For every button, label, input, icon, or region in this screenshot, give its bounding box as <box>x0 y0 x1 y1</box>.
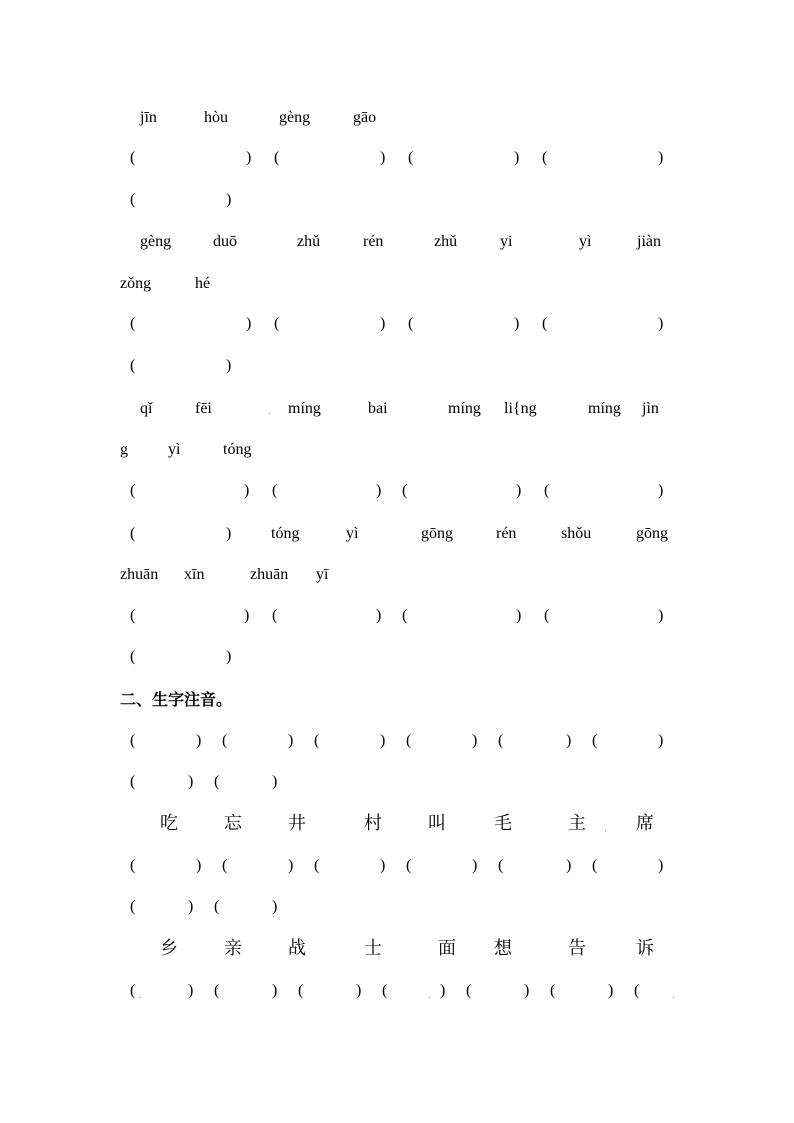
paren-close: ) <box>288 732 294 749</box>
pinyin-qi: qǐ <box>140 400 153 417</box>
paren-open: ( <box>408 315 414 332</box>
paren-open: ( <box>550 982 556 999</box>
paren-open: ( <box>130 648 136 665</box>
paren-close: ) <box>246 149 252 166</box>
paren-open: ( <box>406 732 412 749</box>
paren-open: ( <box>214 773 220 790</box>
paren-close: ) <box>272 982 278 999</box>
paren-open: ( <box>406 857 412 874</box>
paren-close: ) <box>514 315 520 332</box>
paren-open: ( <box>314 732 320 749</box>
paren-close: ) <box>516 607 522 624</box>
paren-open: ( <box>130 315 136 332</box>
pinyin-ming2: míng <box>448 400 481 417</box>
paren-open: ( <box>130 191 136 208</box>
char-xiang: 乡 <box>160 938 178 959</box>
paren-open: ( <box>274 315 280 332</box>
paren-open: ( <box>272 607 278 624</box>
pinyin-tong: tóng <box>223 441 252 458</box>
pinyin-geng: gèng <box>279 109 311 126</box>
char-cun: 村 <box>364 813 382 834</box>
paren-close: ) <box>188 898 194 915</box>
paren-close: ) <box>376 607 382 624</box>
pinyin-bai: bai <box>368 400 388 417</box>
mark-dot: . <box>604 821 607 835</box>
pinyin-geng2: gèng <box>140 233 172 250</box>
paren-close: ) <box>244 482 250 499</box>
paren-open: ( <box>314 857 320 874</box>
paren-close: ) <box>188 773 194 790</box>
paren-close: ) <box>272 898 278 915</box>
paren-close: ) <box>226 525 232 542</box>
paren-open: ( <box>592 857 598 874</box>
char-mao: 毛 <box>494 813 512 834</box>
pinyin-tong2: tóng <box>271 525 300 542</box>
paren-open: ( <box>222 857 228 874</box>
mark-dot: . <box>268 403 271 417</box>
paren-open: ( <box>130 357 136 374</box>
paren-close: ) <box>380 732 386 749</box>
char-xiang2: 想 <box>494 938 512 959</box>
char-jing: 井 <box>288 813 306 834</box>
paren-close: ) <box>380 315 386 332</box>
paren-close: ) <box>524 982 530 999</box>
pinyin-ming: míng <box>288 400 321 417</box>
paren-close: ) <box>440 982 446 999</box>
char-mian: 面 <box>438 938 456 959</box>
pinyin-he: hé <box>195 275 211 292</box>
paren-open: ( <box>466 982 472 999</box>
paren-close: ) <box>196 732 202 749</box>
paren-close: ) <box>244 607 250 624</box>
paren-close: ) <box>658 607 664 624</box>
paren-open: ( <box>544 482 550 499</box>
char-gao: 告 <box>568 938 586 959</box>
paren-open: ( <box>402 607 408 624</box>
pinyin-duo: duō <box>213 233 237 250</box>
paren-open: ( <box>130 732 136 749</box>
paren-open: ( <box>544 607 550 624</box>
pinyin-zhuan2: zhuān <box>250 566 289 583</box>
paren-close: ) <box>246 315 252 332</box>
pinyin-ming3: míng <box>588 400 621 417</box>
paren-open: ( <box>408 149 414 166</box>
section-title: 二、生字注音。 <box>120 690 233 709</box>
paren-close: ) <box>658 732 664 749</box>
paren-close: ) <box>272 773 278 790</box>
char-shi: 士 <box>364 938 382 959</box>
pinyin-xin: xīn <box>184 566 205 583</box>
pinyin-zhuan: zhuān <box>120 566 159 583</box>
paren-open: ( <box>130 857 136 874</box>
paren-close: ) <box>658 315 664 332</box>
paren-close: ) <box>658 857 664 874</box>
paren-close: ) <box>188 982 194 999</box>
paren-open: ( <box>592 732 598 749</box>
pinyin-jing: jìn <box>642 400 659 417</box>
paren-open: ( <box>130 149 136 166</box>
mark-dot: . <box>138 987 141 1001</box>
paren-open: ( <box>214 982 220 999</box>
paren-open: ( <box>214 898 220 915</box>
paren-open: ( <box>498 857 504 874</box>
paren-close: ) <box>472 857 478 874</box>
pinyin-g: g <box>120 441 128 458</box>
pinyin-yi3: yì <box>168 441 181 458</box>
pinyin-yi5: yī <box>316 566 329 583</box>
pinyin-shou: shǒu <box>561 525 592 542</box>
pinyin-jin: jīn <box>140 109 157 126</box>
pinyin-zong: zǒng <box>120 275 152 292</box>
paren-open: ( <box>634 982 640 999</box>
paren-close: ) <box>196 857 202 874</box>
pinyin-ren2: rén <box>496 525 517 542</box>
pinyin-gao: gāo <box>353 109 377 126</box>
pinyin-gong2: gōng <box>636 525 668 542</box>
paren-close: ) <box>566 732 572 749</box>
paren-close: ) <box>356 982 362 999</box>
paren-close: ) <box>514 149 520 166</box>
paren-open: ( <box>498 732 504 749</box>
paren-close: ) <box>658 149 664 166</box>
paren-open: ( <box>274 149 280 166</box>
pinyin-zhu2: zhǔ <box>434 233 458 250</box>
paren-open: ( <box>542 149 548 166</box>
pinyin-yi2: yì <box>579 233 592 250</box>
paren-open: ( <box>130 525 136 542</box>
pinyin-fei: fēi <box>195 400 212 417</box>
char-xi: 席 <box>636 813 654 834</box>
paren-open: ( <box>130 482 136 499</box>
paren-close: ) <box>608 982 614 999</box>
paren-close: ) <box>376 482 382 499</box>
pinyin-yi: yi <box>500 233 513 250</box>
pinyin-hou: hòu <box>204 109 228 126</box>
pinyin-yi4: yì <box>346 525 359 542</box>
paren-open: ( <box>542 315 548 332</box>
char-wang: 忘 <box>224 813 242 834</box>
mark-dot: . <box>428 987 431 1001</box>
char-zhu: 主 <box>568 813 586 834</box>
paren-open: ( <box>402 482 408 499</box>
pinyin-jian: jiàn <box>637 233 661 250</box>
char-zhan: 战 <box>288 938 306 959</box>
paren-open: ( <box>130 607 136 624</box>
paren-close: ) <box>472 732 478 749</box>
paren-open: ( <box>130 982 136 999</box>
paren-close: ) <box>288 857 294 874</box>
paren-close: ) <box>658 482 664 499</box>
pinyin-gong: gōng <box>421 525 453 542</box>
mark-dot: . <box>672 987 675 1001</box>
paren-open: ( <box>382 982 388 999</box>
pinyin-ren: rén <box>363 233 384 250</box>
paren-open: ( <box>130 773 136 790</box>
paren-close: ) <box>226 191 232 208</box>
paren-open: ( <box>222 732 228 749</box>
paren-open: ( <box>130 898 136 915</box>
char-qin: 亲 <box>224 938 242 959</box>
paren-close: ) <box>516 482 522 499</box>
pinyin-liang: li{ng <box>504 400 537 417</box>
paren-close: ) <box>380 149 386 166</box>
paren-close: ) <box>226 357 232 374</box>
paren-close: ) <box>380 857 386 874</box>
char-chi: 吃 <box>160 813 178 834</box>
paren-open: ( <box>272 482 278 499</box>
pinyin-zhu: zhǔ <box>297 233 321 250</box>
paren-close: ) <box>226 648 232 665</box>
char-su: 诉 <box>636 938 654 959</box>
paren-open: ( <box>298 982 304 999</box>
paren-close: ) <box>566 857 572 874</box>
char-jiao: 叫 <box>428 813 446 834</box>
